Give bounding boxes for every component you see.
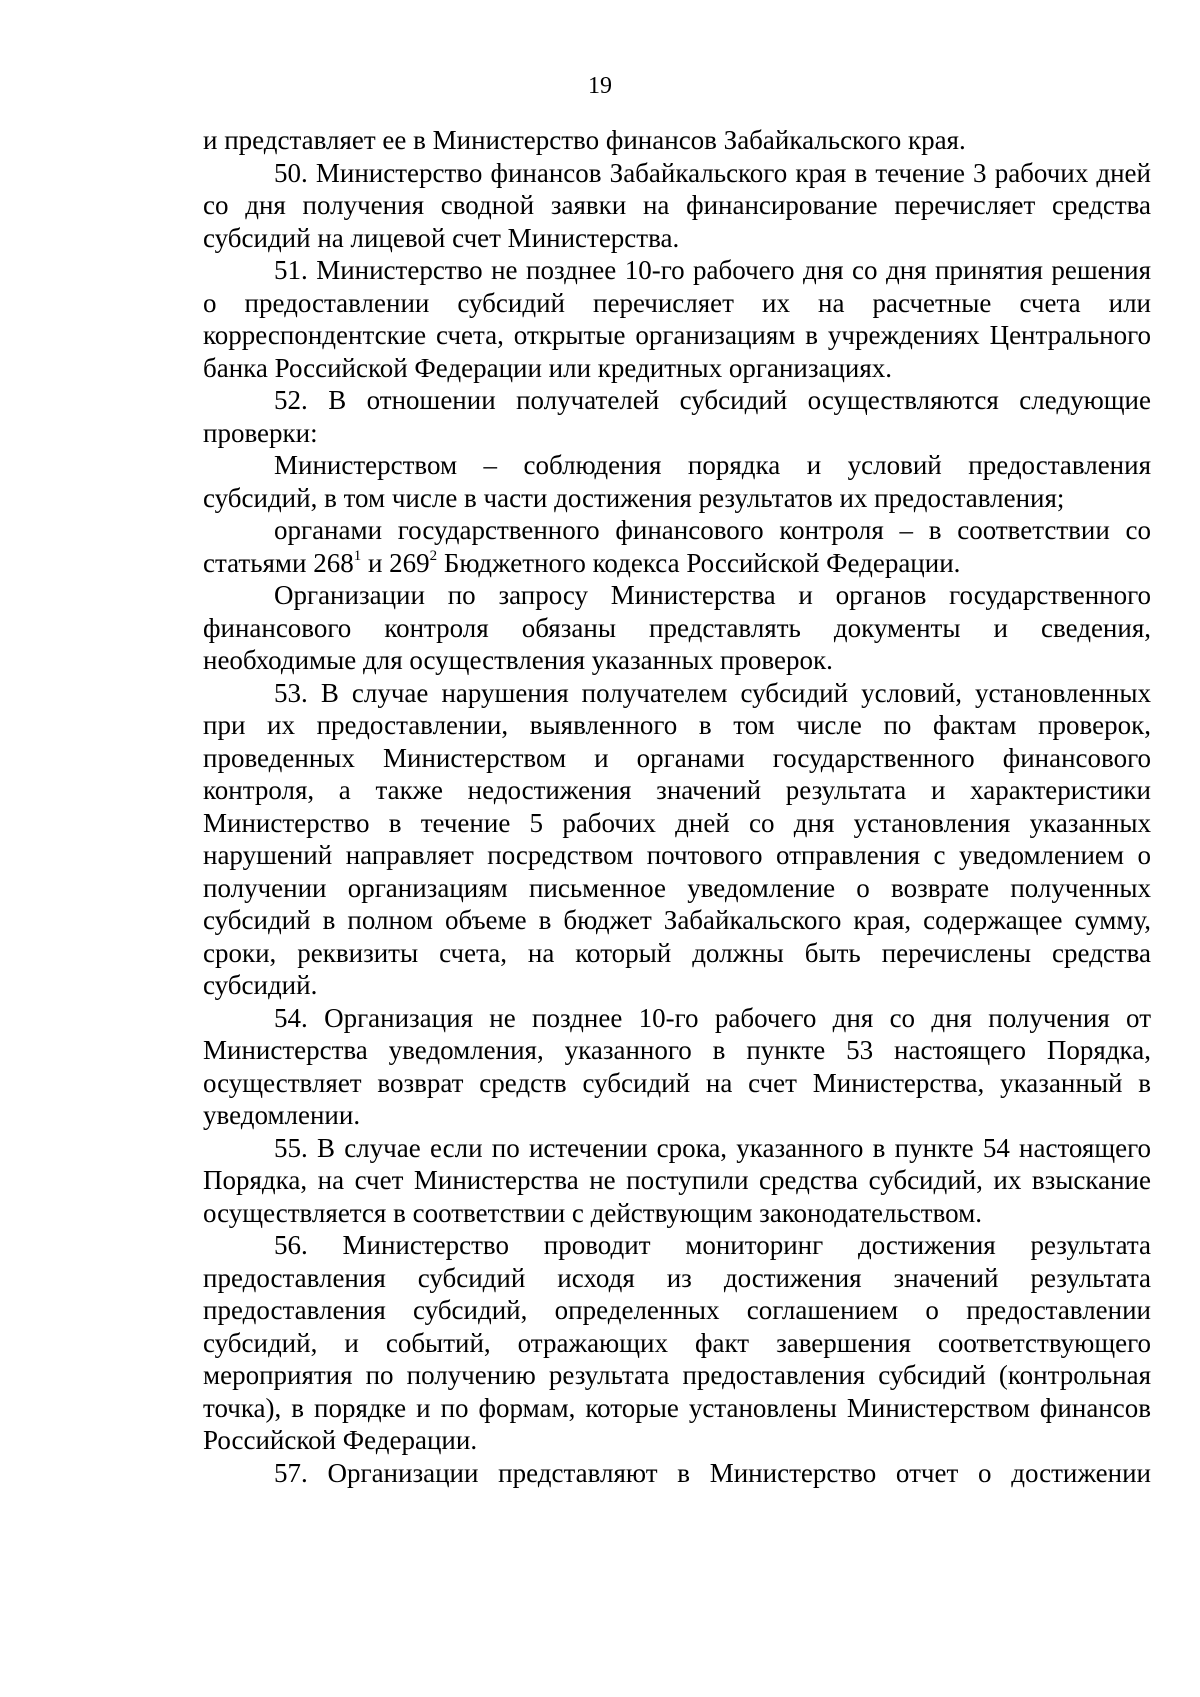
paragraph-52-documents: Организации по запросу Министерства и органов государственного финансового контроля обязаны представлять документы и сведения, необходимые для осуществления указанных проверок.: [203, 580, 1151, 675]
page-number: 19: [588, 73, 612, 99]
paragraph-52-ministry-checks: Министерством – соблюдения порядка и условий предоставления субсидий, в том числе в части достижения результатов их предоставления;: [203, 450, 1151, 513]
document-body: [203, 124, 1151, 1489]
text-part: и 269: [361, 547, 430, 578]
paragraph-52: 52. В отношении получателей субсидий осуществляются следующие проверки:: [203, 385, 1151, 448]
superscript: 2: [429, 547, 438, 564]
paragraph-53: 53. В случае нарушения получателем субсидий условий, установленных при их предоставлении, выявленного в том числе по фактам проверок, проведенных Министерством и органами государственного финансового контроля, а также недостижения значений результата и характеристики Министерство в течение 5 рабочих дней со дня установления указанных нарушений направляет посредством почтового отправления с уведомлением о получении организациям письменное уведомление о возврате полученных субсидий в полном объеме в бюджет Забайкальского края, содержащее сумму, сроки, реквизиты счета, на который должны быть перечислены средства субсидий.: [203, 677, 1151, 1000]
superscript: 1: [353, 547, 362, 564]
paragraph-52-control-checks: [203, 514, 1151, 579]
paragraph-56: 56. Министерство проводит мониторинг достижения результата предоставления субсидий исходя из достижения значений результата предоставления субсидий, определенных соглашением о предоставлении субсидий, и событий, отражающих факт завершения соответствующего мероприятия по получению результата предоставления субсидий (контрольная точка), в порядке и по формам, которые установлены Министерством финансов Российской Федерации.: [203, 1230, 1151, 1455]
text-part: Бюджетного кодекса Российской Федерации.: [437, 547, 961, 578]
paragraph-55: 55. В случае если по истечении срока, указанного в пункте 54 настоящего Порядка, на счет Министерства не поступили средства субсидий, их взыскание осуществляется в соответствии с действующим законодательством.: [203, 1132, 1151, 1228]
text-part: органами государственного финансового контроля – в соответствии со статьями 268: [203, 515, 1151, 578]
paragraph-57: 57. Организации представляют в Министерство отчет о достижении: [274, 1457, 1151, 1488]
paragraph-50: 50. Министерство финансов Забайкальского края в течение 3 рабочих дней со дня получения сводной заявки на финансирование перечисляет средства субсидий на лицевой счет Министерства.: [203, 157, 1151, 253]
paragraph-54: 54. Организация не позднее 10-го рабочего дня со дня получения от Министерства уведомления, указанного в пункте 53 настоящего Порядка, осуществляет возврат средств субсидий на счет Министерства, указанный в уведомлении.: [203, 1002, 1151, 1130]
paragraph-51: 51. Министерство не позднее 10-го рабочего дня со дня принятия решения о предоставлении субсидий перечисляет их на расчетные счета или корреспондентские счета, открытые организациям в учреждениях Центрального банка Российской Федерации или кредитных организациях.: [203, 255, 1151, 383]
paragraph-continuation: и представляет ее в Министерство финансов Забайкальского края.: [203, 125, 966, 155]
